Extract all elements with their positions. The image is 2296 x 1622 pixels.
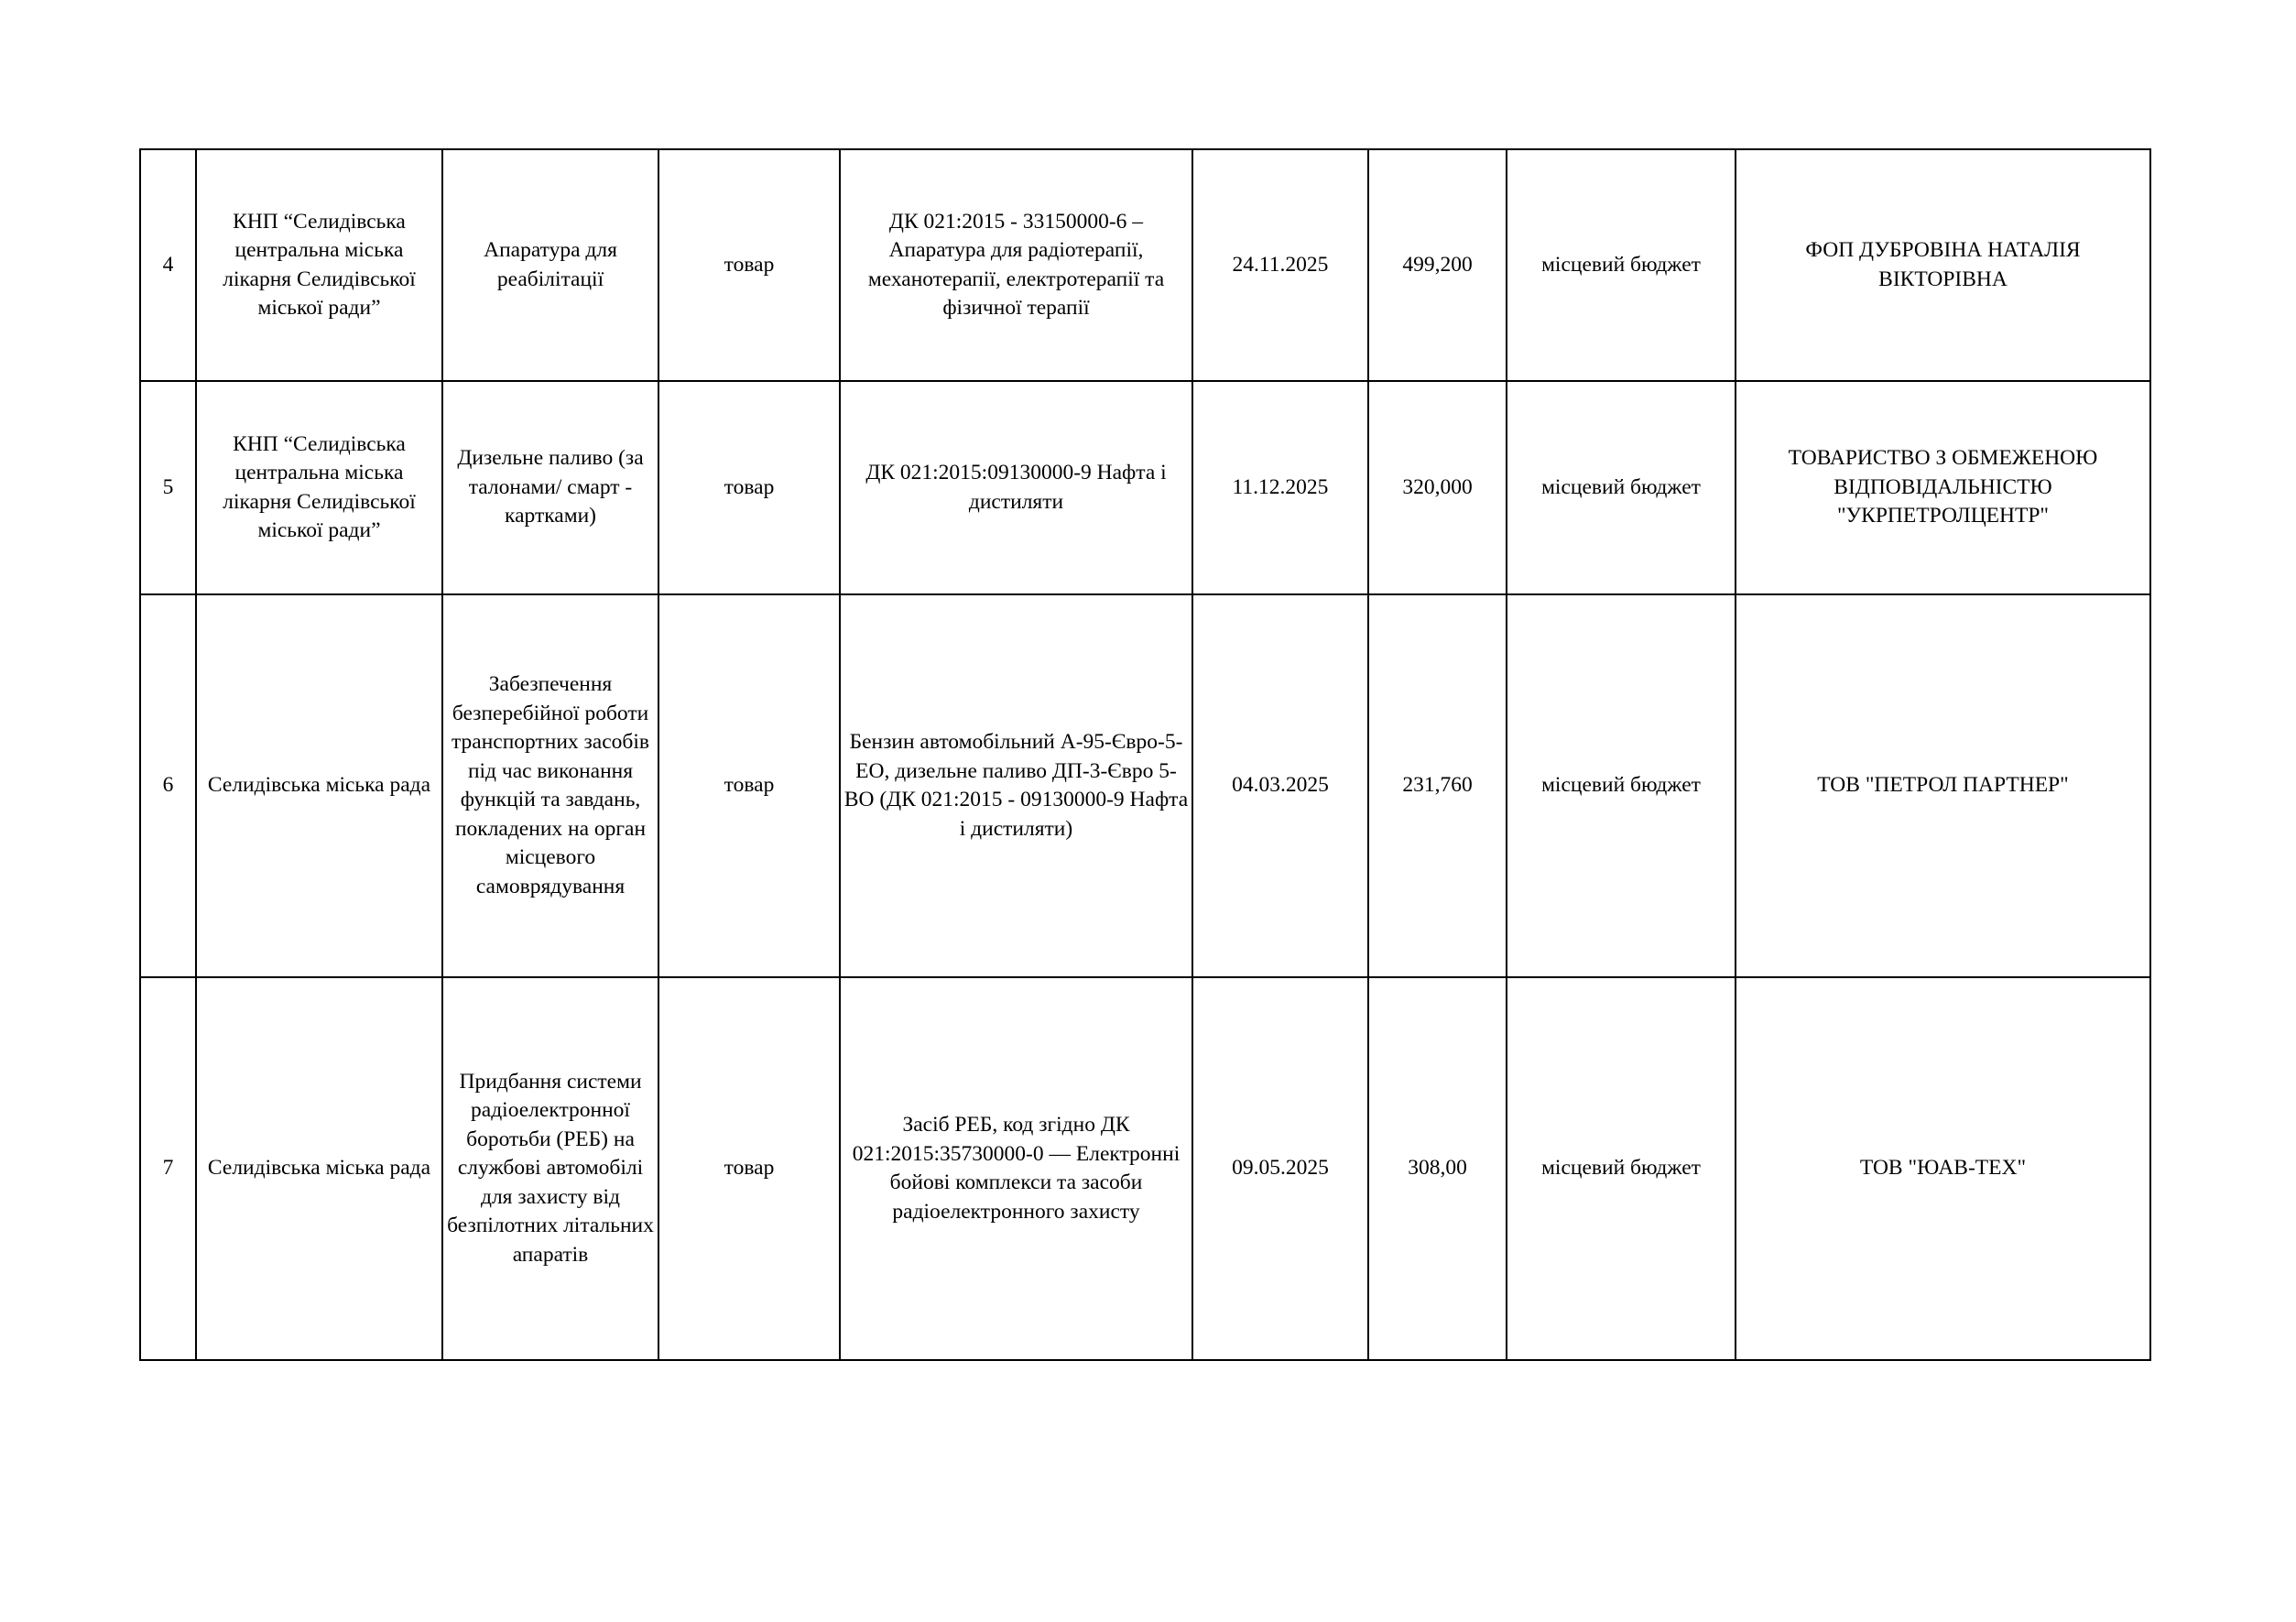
customer-cell: Селидівська міська рада <box>196 977 442 1360</box>
funding-source-cell: місцевий бюджет <box>1507 381 1736 594</box>
type-cell: товар <box>658 977 840 1360</box>
funding-source-cell: місцевий бюджет <box>1507 149 1736 381</box>
date-cell: 11.12.2025 <box>1192 381 1368 594</box>
table-row <box>140 381 2150 594</box>
type-cell: товар <box>658 149 840 381</box>
vendor-cell: ТОВ "ЮАВ-ТЕХ" <box>1736 977 2150 1360</box>
row-number-cell: 6 <box>140 594 196 977</box>
customer-cell: КНП “Селидівська центральна міська лікарня Селидівської міської ради” <box>196 149 442 381</box>
vendor-cell: ФОП ДУБРОВІНА НАТАЛІЯ ВІКТОРІВНА <box>1736 149 2150 381</box>
vendor-cell: ТОВ "ПЕТРОЛ ПАРТНЕР" <box>1736 594 2150 977</box>
classification-code-cell: Засіб РЕБ, код згідно ДК 021:2015:35730000-0 — Електронні бойові комплекси та засоби радіоелектронного захисту <box>840 977 1192 1360</box>
row-number-cell: 4 <box>140 149 196 381</box>
funding-source-cell: місцевий бюджет <box>1507 977 1736 1360</box>
row-number-cell: 7 <box>140 977 196 1360</box>
vendor-cell: ТОВАРИСТВО З ОБМЕЖЕНОЮ ВІДПОВІДАЛЬНІСТЮ "УКРПЕТРОЛЦЕНТР" <box>1736 381 2150 594</box>
subject-cell: Апаратура для реабілітації <box>442 149 658 381</box>
date-cell: 09.05.2025 <box>1192 977 1368 1360</box>
classification-code-cell: ДК 021:2015:09130000-9 Нафта і дистиляти <box>840 381 1192 594</box>
row-number-cell: 5 <box>140 381 196 594</box>
type-cell: товар <box>658 594 840 977</box>
classification-code-cell: Бензин автомобільний А-95-Євро-5-ЕО, дизельне паливо ДП-3-Євро 5-ВО (ДК 021:2015 - 09130000-9 Нафта і дистиляти) <box>840 594 1192 977</box>
subject-cell: Дизельне паливо (за талонами/ смарт - картками) <box>442 381 658 594</box>
customer-cell: Селидівська міська рада <box>196 594 442 977</box>
type-cell: товар <box>658 381 840 594</box>
customer-cell: КНП “Селидівська центральна міська лікарня Селидівської міської ради” <box>196 381 442 594</box>
procurement-table <box>139 148 2151 1361</box>
table-row <box>140 977 2150 1360</box>
date-cell: 04.03.2025 <box>1192 594 1368 977</box>
amount-cell: 308,00 <box>1368 977 1507 1360</box>
classification-code-cell: ДК 021:2015 - 33150000-6 – Апаратура для радіотерапії, механотерапії, електротерапії та фізичної терапії <box>840 149 1192 381</box>
date-cell: 24.11.2025 <box>1192 149 1368 381</box>
funding-source-cell: місцевий бюджет <box>1507 594 1736 977</box>
subject-cell: Забезпечення безперебійної роботи транспортних засобів під час виконання функцій та завдань, покладених на орган місцевого самоврядування <box>442 594 658 977</box>
table-row <box>140 594 2150 977</box>
amount-cell: 499,200 <box>1368 149 1507 381</box>
amount-cell: 320,000 <box>1368 381 1507 594</box>
table-row <box>140 149 2150 381</box>
amount-cell: 231,760 <box>1368 594 1507 977</box>
subject-cell: Придбання системи радіоелектронної боротьби (РЕБ) на службові автомобілі для захисту від безпілотних літальних апаратів <box>442 977 658 1360</box>
